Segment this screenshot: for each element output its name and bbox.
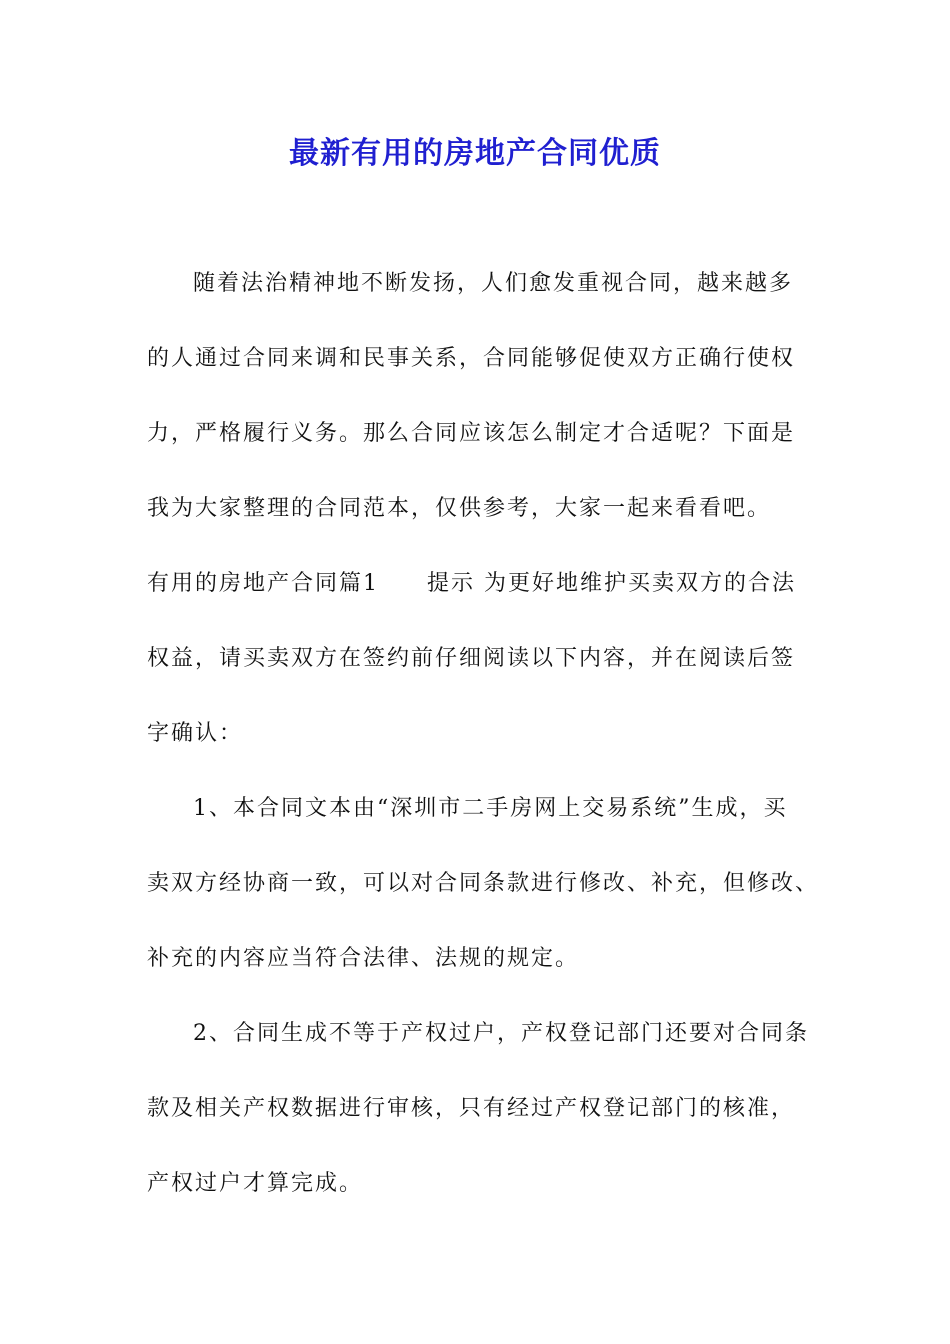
clause-1-paragraph [147, 771, 820, 996]
text-line: 1、本合同文本由“深圳市二手房网上交易系统”生成，买 [193, 796, 788, 821]
text-line: 随着法治精神地不断发扬，人们愈发重视合同，越来越多 [193, 271, 794, 296]
text-line: 补充的内容应当符合法律、法规的规定。 [147, 946, 580, 971]
text-line: 卖双方经协商一致，可以对合同条款进行修改、补充，但修改、 [147, 871, 820, 896]
text-line: 力，严格履行义务。那么合同应该怎么制定才合适呢？下面是 [147, 421, 796, 446]
contract-heading-paragraph [147, 546, 817, 771]
text-line: 产权过户才算完成。 [147, 1171, 364, 1196]
text-line: 权益，请买卖双方在签约前仔细阅读以下内容，并在阅读后签 [147, 646, 796, 671]
document-title: 最新有用的房地产合同优质 [289, 136, 661, 171]
text-line: 我为大家整理的合同范本，仅供参考，大家一起来看看吧。 [147, 496, 772, 521]
text-line: 有用的房地产合同篇1 提示 为更好地维护买卖双方的合法 [147, 571, 796, 596]
text-line: 款及相关产权数据进行审核，只有经过产权登记部门的核准， [147, 1096, 796, 1121]
clause-2-paragraph [147, 996, 817, 1221]
text-line: 的人通过合同来调和民事关系，合同能够促使双方正确行使权 [147, 346, 796, 371]
intro-paragraph [147, 246, 817, 546]
text-line: 字确认： [147, 721, 244, 746]
text-line: 2、合同生成不等于产权过户，产权登记部门还要对合同条 [193, 1021, 809, 1046]
